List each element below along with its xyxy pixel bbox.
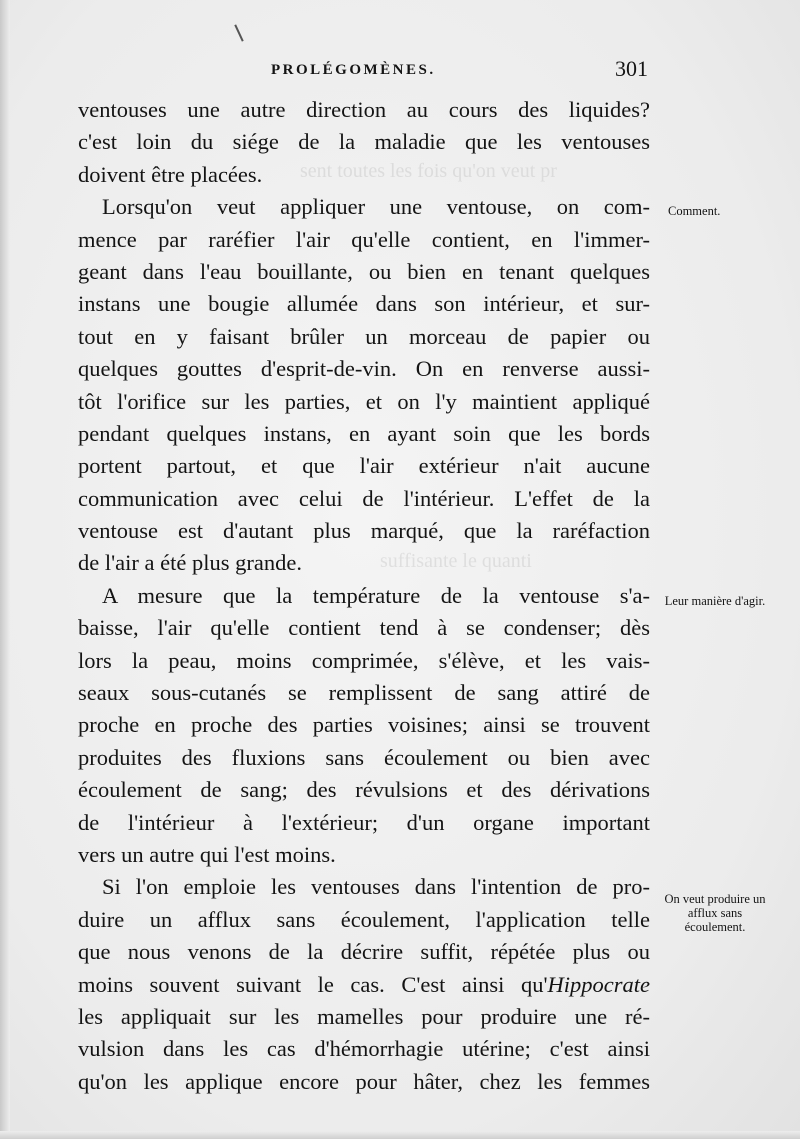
text-line: quelques gouttes d'esprit-de-vin. On en renverse aussi- — [78, 356, 650, 382]
margin-note-maniere: Leur manière d'agir. — [664, 594, 766, 608]
text-line: ventouse est d'autant plus marqué, que la raréfaction — [78, 518, 650, 544]
text-line: proche en proche des parties voisines; ainsi se trouvent — [78, 712, 650, 738]
margin-note-comment: Comment. — [668, 204, 721, 218]
page-number: 301 — [615, 56, 648, 81]
text-line: que nous venons de la décrire suffit, répétée plus ou — [78, 939, 650, 965]
text-line: de l'intérieur à l'extérieur; d'un organe important — [78, 809, 650, 835]
text-line: ventouses une autre direction au cours des liquides? — [78, 97, 650, 122]
show-through-text-2: suffisante le quanti — [380, 550, 532, 572]
text-line: pendant quelques instans, en ayant soin que les bords — [78, 420, 650, 446]
italic-name: Hippocrate — [547, 971, 650, 997]
text-line: communication avec celui de l'intérieur. L'effet de la — [78, 485, 650, 511]
show-through-text: sent toutes les fois qu'on veut pr — [300, 160, 557, 182]
text-line: lors la peau, moins comprimée, s'élève, et les vais- — [78, 647, 650, 673]
text-line: produites des fluxions sans écoulement ou bien avec — [78, 744, 650, 770]
text-line-with-italic — [78, 969, 650, 1001]
text-line: duire un afflux sans écoulement, l'application telle — [78, 906, 650, 932]
text-line: baisse, l'air qu'elle contient tend à se condenser; dès — [78, 615, 650, 641]
text-line: geant dans l'eau bouillante, ou bien en tenant quelques — [78, 258, 650, 284]
ink-mark — [234, 24, 243, 41]
text-line: qu'on les applique encore pour hâter, chez les femmes — [78, 1068, 650, 1094]
paragraph-start: A mesure que la température de la ventouse s'a- — [102, 582, 650, 608]
text-line: vers un autre qui l'est moins. — [78, 841, 336, 867]
text-line: seaux sous-cutanés se remplissent de sang attiré de — [78, 680, 650, 706]
text-line: portent partout, et que l'air extérieur n'ait aucune — [78, 453, 650, 479]
page-bottom-shadow — [0, 1131, 800, 1139]
text-line: vulsion dans les cas d'hémorrhagie utérine; c'est ainsi — [78, 1036, 650, 1062]
text-line: écoulement de sang; des révulsions et des dérivations — [78, 777, 650, 803]
page-edge-shadow — [0, 0, 10, 1139]
text-line: les appliquait sur les mamelles pour produire une ré- — [78, 1003, 650, 1029]
text-line: instans une bougie allumée dans son intérieur, et sur- — [78, 291, 650, 317]
text-line: c'est loin du siége de la maladie que les ventouses — [78, 129, 650, 155]
margin-note-afflux: On veut produire un afflux sans écoulement. — [664, 892, 766, 934]
running-title: PROLÉGOMÈNES. — [271, 62, 436, 78]
text-line: tôt l'orifice sur les parties, et on l'y maintient appliqué — [78, 388, 650, 414]
text-line: tout en y faisant brûler un morceau de papier ou — [78, 323, 650, 349]
text-line: de l'air a été plus grande. — [78, 550, 302, 576]
paragraph-start: Si l'on emploie les ventouses dans l'intention de pro- — [102, 874, 650, 900]
text-segment: moins souvent suivant le cas. C'est ainsi qu' — [78, 971, 548, 997]
page-header — [76, 58, 656, 88]
main-text — [78, 94, 650, 1098]
paragraph-start: Lorsqu'on veut appliquer une ventouse, on com- — [102, 194, 650, 220]
text-line: doivent être placées. — [78, 161, 263, 187]
text-line: mence par raréfier l'air qu'elle contient, en l'immer- — [78, 226, 650, 252]
